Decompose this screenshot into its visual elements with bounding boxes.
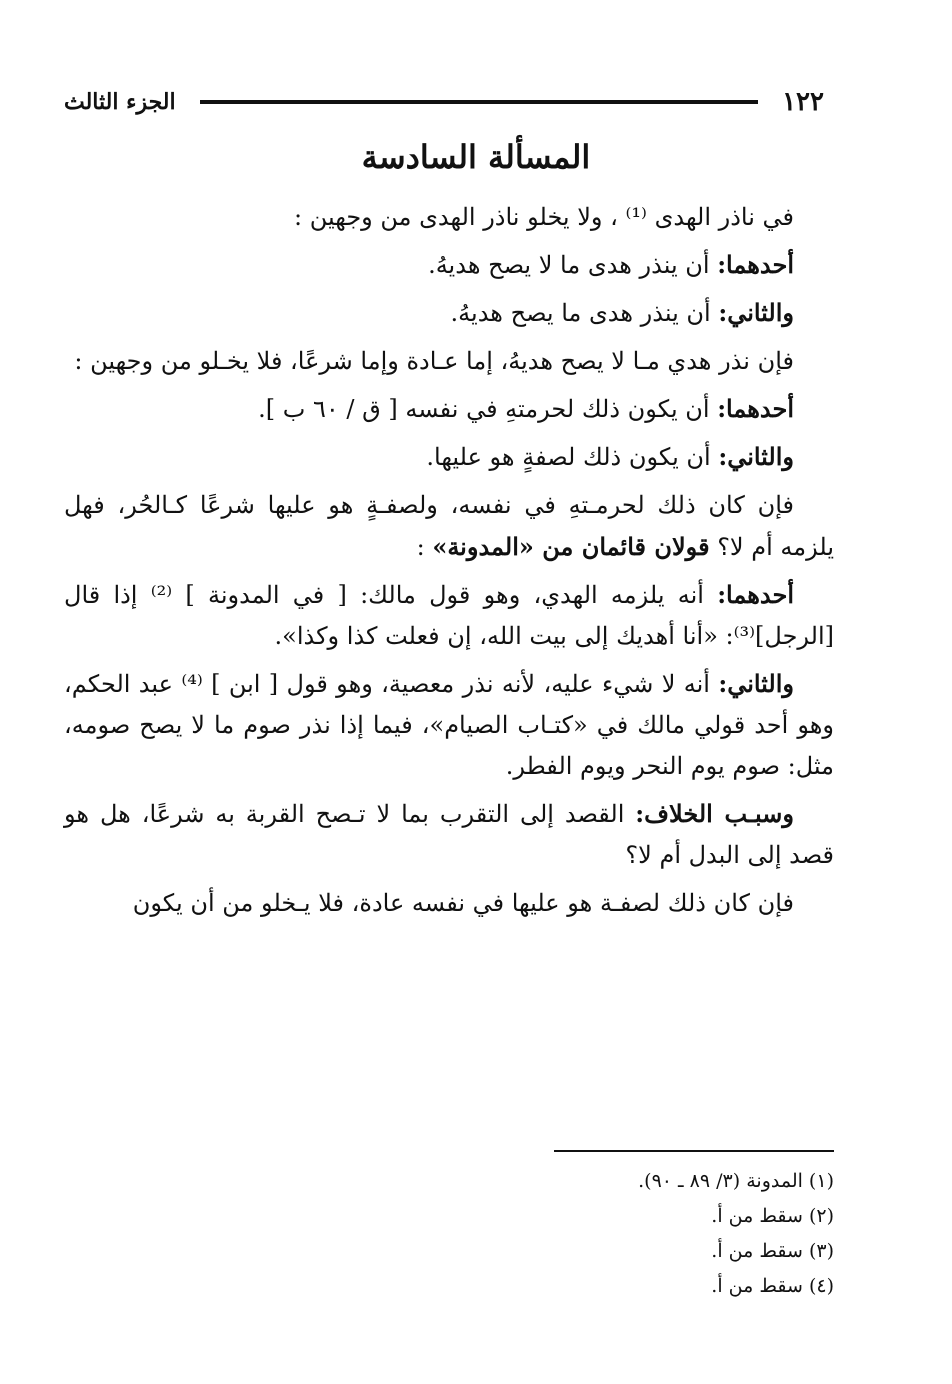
part-title: الجزء الثالث [64,89,176,115]
paragraph-lead: والثاني: [718,669,794,698]
footnote-separator [554,1150,834,1152]
paragraph [64,882,834,924]
paragraph-lead: أحدهما: [717,580,794,609]
paragraph-text: فإن كان ذلك لصفـة هو عليها في نفسه عادة، فلا يـخلو من أن يكون [132,889,794,917]
paragraph-text: فإن كان ذلك لحرمـتهِ في نفسه، ولصفـةٍ هو عليها شرعًا كـالحُر، فهل يلزمه أم لا؟ [64,491,834,561]
paragraph [64,484,834,568]
paragraph [64,663,834,787]
paragraph-text: فإن نذر هدي مـا لا يصح هديهُ، إما عـادة وإما شرعًا، فلا يخـلو من وجهين : [74,347,794,375]
body-text [64,196,834,930]
paragraph [64,574,834,657]
paragraph-tail: : [416,533,433,561]
paragraph-text: أن يكون ذلك لحرمتهِ في نفسه [ ق / ٦٠ ب ]. [258,395,718,423]
footnote: (٣) سقط من أ. [711,1240,834,1262]
paragraph-lead: والثاني: [718,442,794,471]
paragraph [64,436,834,478]
paragraph-lead: وسبـب الخلاف: [635,799,794,828]
paragraph [64,340,834,382]
paragraph-bold-phrase: قولان قائمان من «المدونة» [432,532,710,561]
paragraph-text: أن ينذر هدى ما لا يصح هديهُ. [428,251,718,279]
paragraph-text: في ناذر الهدى ⁽¹⁾ ، ولا يخلو ناذر الهدى من وجهين : [294,203,794,231]
footnote: (٢) سقط من أ. [711,1205,834,1227]
header-rule [200,100,758,104]
paragraph-text: أنه يلزمه الهدي، وهو قول مالك: [ في المدونة ] ⁽²⁾ إذا قال [الرجل]⁽³⁾: «أنا أهديك إلى بيت الله، إن فعلت كذا وكذا». [64,581,834,650]
running-header [64,84,824,120]
paragraph-text: أنه لا شيء عليه، لأنه نذر معصية، وهو قول [ ابن ] ⁽⁴⁾ عبد الحكم، وهو أحد قولي مالك في «كتـاب الصيام»، فيما إذا نذر صوم ما لا يصح صومه، مثل: صوم يوم النحر ويوم الفطر. [64,670,834,780]
paragraph-lead: والثاني: [718,298,794,327]
paragraph [64,244,834,286]
footnote: (٤) سقط من أ. [711,1275,834,1297]
paragraph-text: القصد إلى التقرب بما لا تـصح القربة به شرعًا، هل هو قصد إلى البدل أم لا؟ [64,800,834,869]
paragraph-text: أن ينذر هدى ما يصح هديهُ. [450,299,719,327]
paragraph [64,388,834,430]
paragraph-lead: أحدهما: [717,394,794,423]
paragraph [64,196,834,238]
footnotes [134,1164,834,1304]
footnote: (١) المدونة (٣/ ٨٩ ـ ٩٠). [638,1170,834,1192]
paragraph [64,292,834,334]
paragraph-lead: أحدهما: [717,250,794,279]
paragraph [64,793,834,876]
page-number: ١٢٢ [782,87,824,117]
paragraph-text: أن يكون ذلك لصفةٍ هو عليها. [426,443,719,471]
section-title: المسألة السادسة [361,138,591,176]
